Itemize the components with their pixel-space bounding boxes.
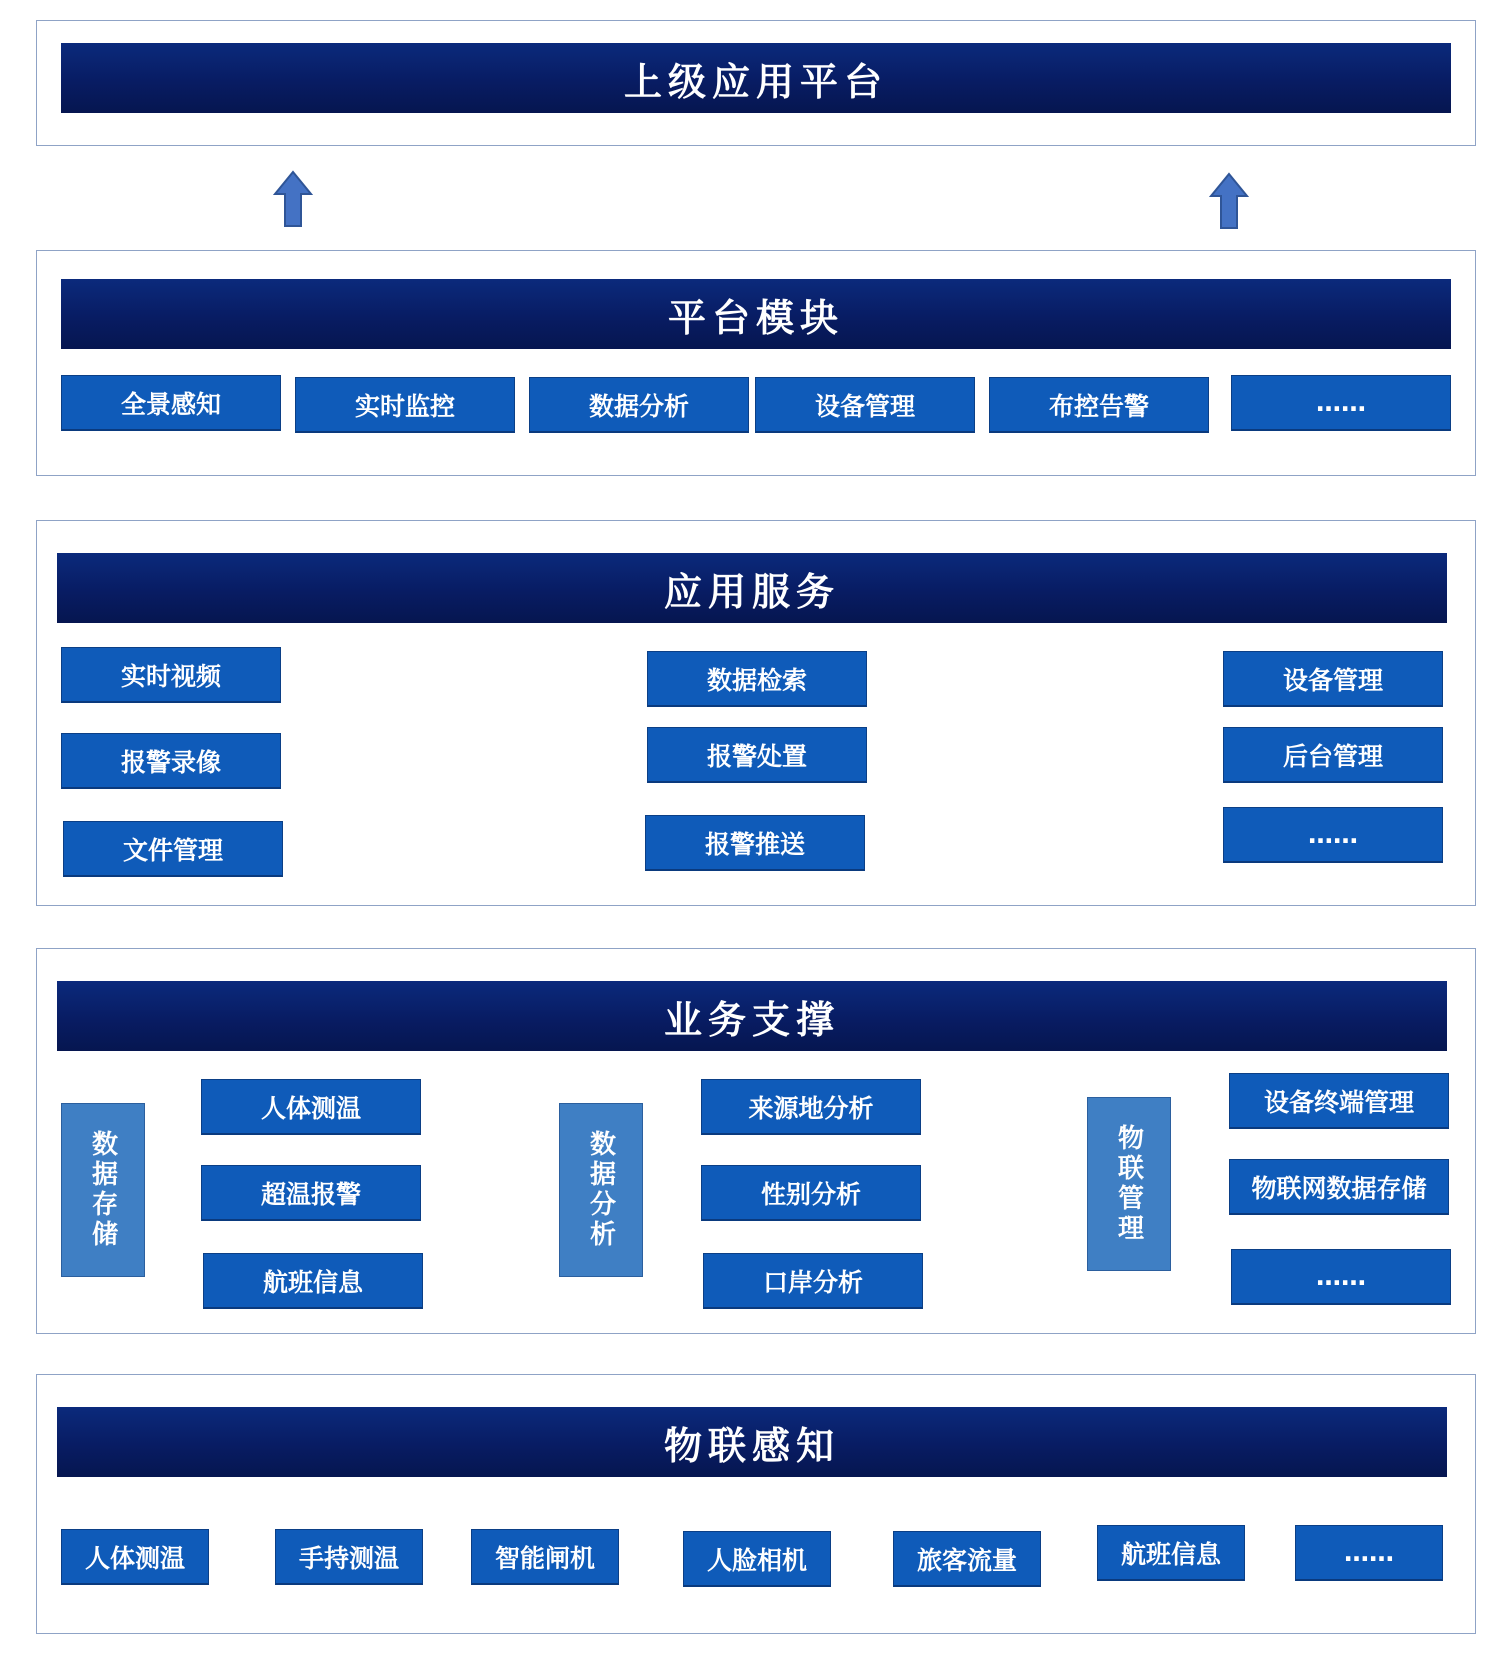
- support-body-temperature[interactable]: 人体测温: [201, 1079, 421, 1135]
- iot-flight-info[interactable]: 航班信息: [1097, 1525, 1245, 1581]
- app-services-header: 应用服务: [57, 553, 1447, 623]
- business-support-header: 业务支撑: [57, 981, 1447, 1051]
- support-more[interactable]: ……: [1231, 1249, 1451, 1305]
- support-flight-info[interactable]: 航班信息: [203, 1253, 423, 1309]
- module-deploy-alarm[interactable]: 布控告警: [989, 377, 1209, 433]
- app-services-panel: [36, 520, 1476, 906]
- group-label-data-analysis: 数据分析: [559, 1103, 643, 1277]
- up-arrow-icon: [273, 170, 313, 228]
- iot-passenger-flow[interactable]: 旅客流量: [893, 1531, 1041, 1587]
- module-device-management[interactable]: 设备管理: [755, 377, 975, 433]
- business-support-panel: [36, 948, 1476, 1334]
- support-origin-analysis[interactable]: 来源地分析: [701, 1079, 921, 1135]
- iot-perception-header: 物联感知: [57, 1407, 1447, 1477]
- upper-platform-panel: [36, 20, 1476, 146]
- module-panoramic-perception[interactable]: 全景感知: [61, 375, 281, 431]
- module-more[interactable]: ……: [1231, 375, 1451, 431]
- service-alarm-push[interactable]: 报警推送: [645, 815, 865, 871]
- service-alarm-recording[interactable]: 报警录像: [61, 733, 281, 789]
- iot-perception-panel: [36, 1374, 1476, 1634]
- support-port-analysis[interactable]: 口岸分析: [703, 1253, 923, 1309]
- iot-more[interactable]: ……: [1295, 1525, 1443, 1581]
- iot-face-camera[interactable]: 人脸相机: [683, 1531, 831, 1587]
- iot-body-temperature[interactable]: 人体测温: [61, 1529, 209, 1585]
- platform-modules-panel: [36, 250, 1476, 476]
- support-iot-data-storage[interactable]: 物联网数据存储: [1229, 1159, 1449, 1215]
- service-backend-management[interactable]: 后台管理: [1223, 727, 1443, 783]
- iot-smart-gate[interactable]: 智能闸机: [471, 1529, 619, 1585]
- up-arrow-icon: [1209, 172, 1249, 230]
- iot-handheld-temperature[interactable]: 手持测温: [275, 1529, 423, 1585]
- service-device-management[interactable]: 设备管理: [1223, 651, 1443, 707]
- support-overtemp-alarm[interactable]: 超温报警: [201, 1165, 421, 1221]
- service-realtime-video[interactable]: 实时视频: [61, 647, 281, 703]
- module-data-analysis[interactable]: 数据分析: [529, 377, 749, 433]
- module-realtime-monitoring[interactable]: 实时监控: [295, 377, 515, 433]
- upper-platform-header: 上级应用平台: [61, 43, 1451, 113]
- group-label-data-storage: 数据存储: [61, 1103, 145, 1277]
- service-alarm-handling[interactable]: 报警处置: [647, 727, 867, 783]
- support-terminal-management[interactable]: 设备终端管理: [1229, 1073, 1449, 1129]
- service-data-retrieval[interactable]: 数据检索: [647, 651, 867, 707]
- support-gender-analysis[interactable]: 性别分析: [701, 1165, 921, 1221]
- service-file-management[interactable]: 文件管理: [63, 821, 283, 877]
- group-label-iot-management: 物联管理: [1087, 1097, 1171, 1271]
- platform-modules-header: 平台模块: [61, 279, 1451, 349]
- service-more[interactable]: ……: [1223, 807, 1443, 863]
